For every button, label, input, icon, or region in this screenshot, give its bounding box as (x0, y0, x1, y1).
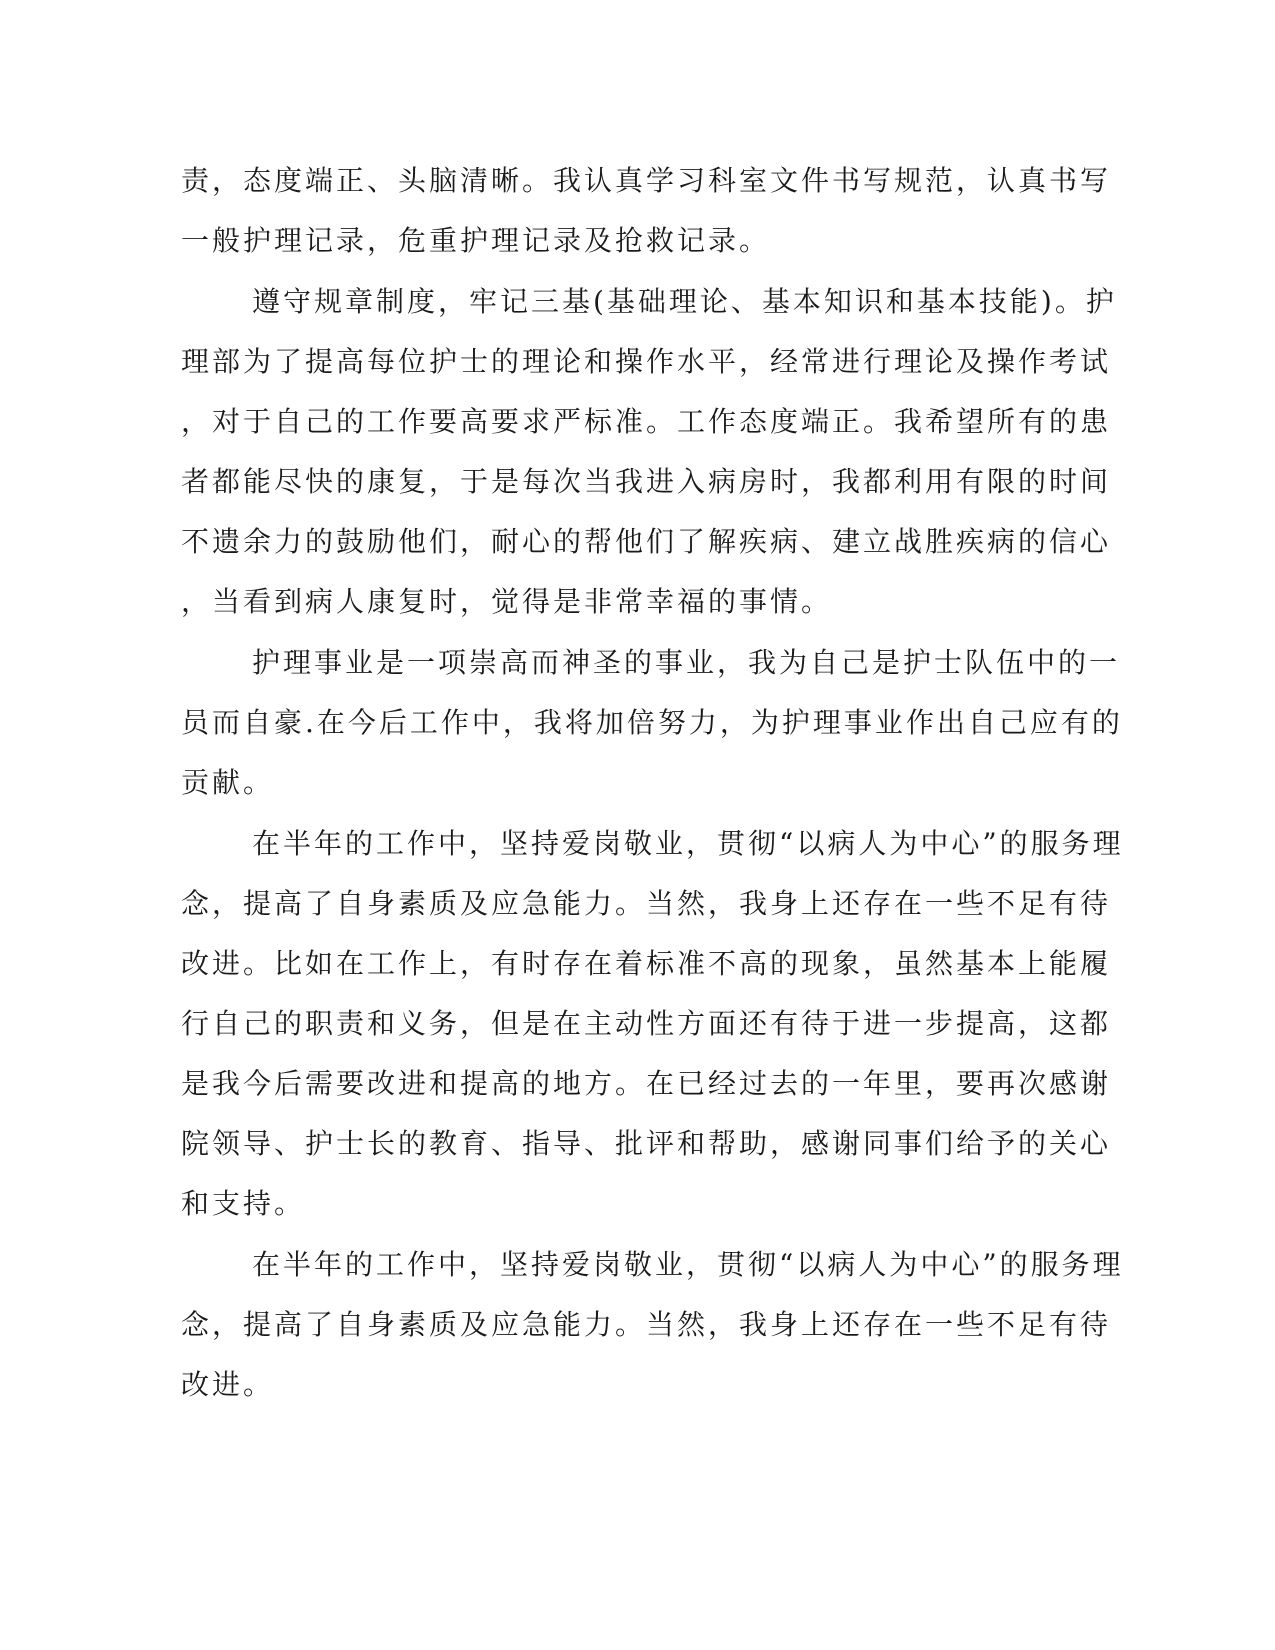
text-line: 理部为了提高每位护士的理论和操作水平，经常进行理论及操作考试 (181, 345, 1112, 378)
text-line: 一般护理记录，危重护理记录及抢救记录。 (181, 224, 771, 257)
text-line: 责，态度端正、头脑清晰。我认真学习科室文件书写规范，认真书写 (181, 164, 1112, 197)
text-line: 念，提高了自身素质及应急能力。当然，我身上还存在一些不足有待 (181, 1308, 1112, 1341)
paragraph-first-line: 护理事业是一项崇高而神圣的事业，我为自己是护士队伍中的一 (252, 646, 1121, 679)
text-line: 是我今后需要改进和提高的地方。在已经过去的一年里，要再次感谢 (181, 1067, 1112, 1100)
text-line: 不遗余力的鼓励他们，耐心的帮他们了解疾病、建立战胜疾病的信心 (181, 525, 1112, 558)
text-line: 院领导、护士长的教育、指导、批评和帮助，感谢同事们给予的关心 (181, 1127, 1112, 1160)
text-line: 念，提高了自身素质及应急能力。当然，我身上还存在一些不足有待 (181, 887, 1112, 920)
text-line: 行自己的职责和义务，但是在主动性方面还有待于进一步提高，这都 (181, 1007, 1112, 1040)
paragraph-first-line: 在半年的工作中，坚持爱岗敬业，贯彻“以病人为中心”的服务理 (252, 1248, 1124, 1281)
text-line: 改进。 (181, 1368, 275, 1401)
text-line: 员而自豪.在今后工作中，我将加倍努力，为护理事业作出自己应有的 (181, 706, 1123, 739)
paragraph-first-line: 遵守规章制度，牢记三基(基础理论、基本知识和基本技能)。护 (252, 285, 1117, 318)
text-line: ，对于自己的工作要高要求严标准。工作态度端正。我希望所有的患 (181, 405, 1112, 438)
text-line: 者都能尽快的康复，于是每次当我进入病房时，我都利用有限的时间 (181, 465, 1112, 498)
text-line: 和支持。 (181, 1187, 306, 1220)
text-line: 贡献。 (181, 766, 275, 799)
text-line: ，当看到病人康复时，觉得是非常幸福的事情。 (181, 585, 833, 618)
paragraph-first-line: 在半年的工作中，坚持爱岗敬业，贯彻“以病人为中心”的服务理 (252, 827, 1124, 860)
text-line: 改进。比如在工作上，有时存在着标准不高的现象，虽然基本上能履 (181, 947, 1112, 980)
